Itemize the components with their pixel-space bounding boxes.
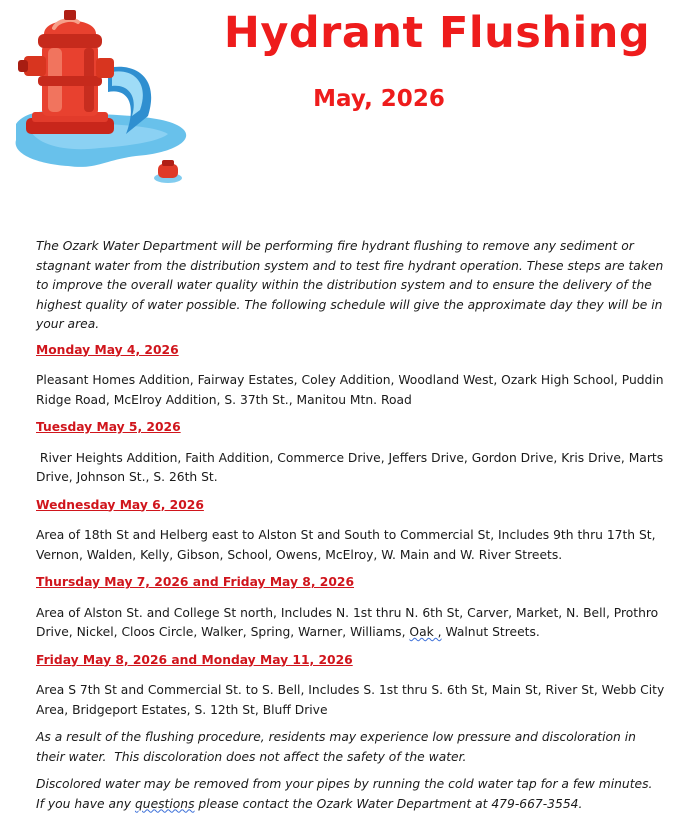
spellcheck-marked-word: questions: [134, 796, 195, 811]
schedule-day-heading: Friday May 8, 2026 and Monday May 11, 2026: [36, 652, 353, 667]
hydrant-illustration: [8, 6, 198, 188]
schedule-areas: Pleasant Homes Addition, Fairway Estates, Coley Addition, Woodland West, Ozark High School, Puddin Ridge Road, McElroy Addition, S. 37th St., Manitou Mtn. Road: [36, 373, 664, 407]
spellcheck-marked-word: Oak ,: [409, 625, 442, 639]
page-subtitle-date: May, 2026: [313, 86, 445, 112]
document-body: [36, 237, 666, 822]
contact-text: please contact the Ozark Water Department at 479-667-3554.: [194, 796, 583, 811]
areas-text: Area of Alston St. and College St north, Includes N. 1st thru N. 6th St, Carver, Market, N. Bell, Prothro Drive, Nickel, Cloos Circle, Walker, Spring, Warner, Williams,: [36, 605, 659, 639]
schedule-day-heading: Tuesday May 5, 2026: [36, 420, 181, 434]
contact-note: [36, 775, 666, 814]
schedule-areas: Area S 7th St and Commercial St. to S. Bell, Includes S. 1st thru S. 6th St, Main St, River St, Webb City Area, Bridgeport Estates, S. 12th St, Bluff Drive: [36, 683, 665, 717]
schedule-day-heading: Thursday May 7, 2026 and Friday May 8, 2026: [36, 575, 355, 589]
areas-text: Walnut Streets.: [441, 625, 540, 639]
schedule-day-heading: Wednesday May 6, 2026: [36, 497, 204, 512]
schedule-areas: [36, 604, 666, 643]
schedule-areas: Area of 18th St and Helberg east to Alston St and South to Commercial St, Includes 9th thru 17th St, Vernon, Walden, Kelly, Gibson, School, Owens, McElroy, W. Main and W. River Streets.: [36, 528, 656, 562]
schedule-areas: River Heights Addition, Faith Addition, Commerce Drive, Jeffers Drive, Gordon Drive, Kris Drive, Marts Drive, Johnson St., S. 26th St.: [36, 450, 668, 484]
page-title: Hydrant Flushing: [223, 8, 651, 58]
pressure-note: As a result of the flushing procedure, residents may experience low pressure and discoloration in their water. This discoloration does not affect the safety of the water.: [36, 730, 640, 764]
intro-paragraph: The Ozark Water Department will be performing fire hydrant flushing to remove any sediment or stagnant water from the distribution system and to test fire hydrant operation. These steps are taken to improve the overall water quality within the distribution system and to ensure the delivery of the highest quality of water possible. The following schedule will give the approximate day they will be in your area.: [36, 239, 664, 331]
contact-text: Discolored water may be removed from your pipes by running the cold water tap for a few minutes. If you have any: [36, 777, 661, 811]
schedule-day-heading: Monday May 4, 2026: [36, 342, 179, 357]
